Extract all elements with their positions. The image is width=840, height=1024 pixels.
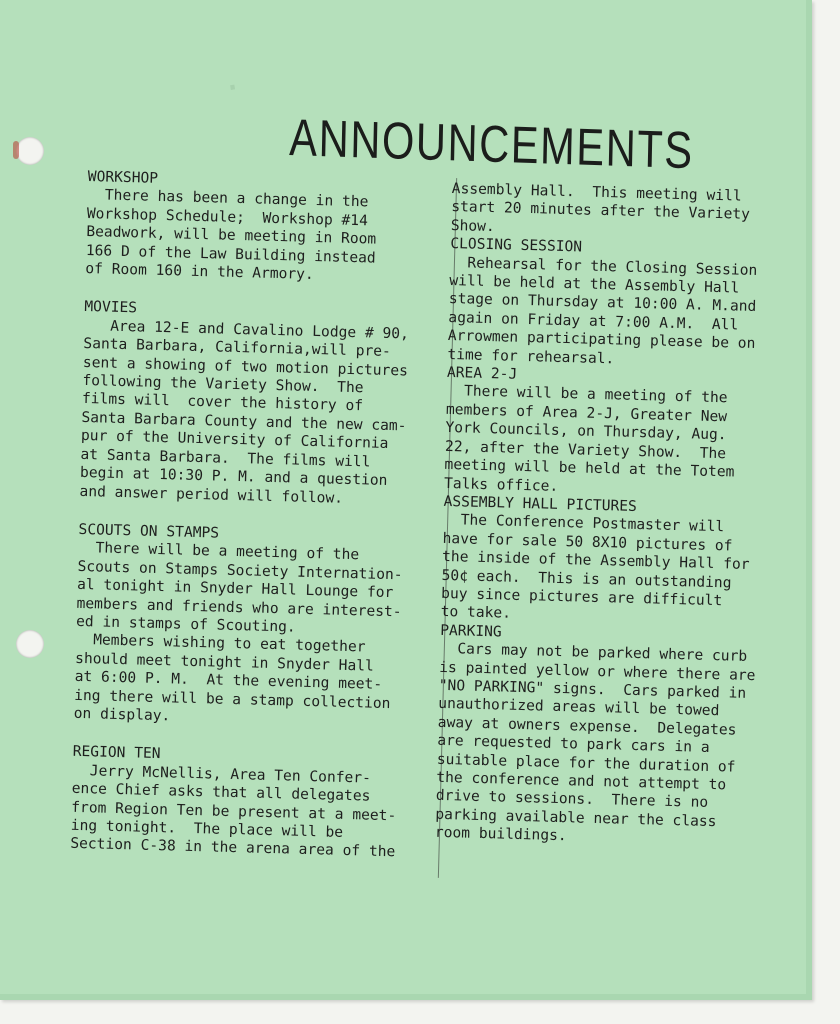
section-heading: PARKING [439, 621, 502, 641]
section-heading: WORKSHOP [87, 168, 159, 187]
right-column [435, 180, 798, 851]
left-column [70, 168, 444, 863]
section-paragraph: There has been a change in the Workshop Schedule; Workshop #14 Beadwork, will be meeting in Room 166 D of the Law Building instead of Room 160 in the Armory. [85, 186, 377, 283]
section-paragraph: Cars may not be parked where curb is painted yellow or where there are "NO PARKING" signs. Cars parked in unauthorized areas will be towed away at owners expense. Delegates are requested to park cars in a suitable place for the duration of the conference and not attempt to drive to sessions. There is no parking available near the class room buildings. [434, 639, 756, 845]
section-paragraph: Members wishing to eat together should meet tonight in Snyder Hall at 6:00 P. M. At the evening meet- ing there will be a stamp collection on display. [73, 631, 391, 725]
section-workshop [85, 168, 444, 288]
section-paragraph: Assembly Hall. This meeting will start 20 minutes after the Variety Show. [450, 180, 751, 235]
section-paragraph: Area 12-E and Cavalino Lodge # 90, Santa Barbara, California,will pre- sent a showing of two motion pictures following the Variety Show. The films will cover the history of Santa Barbara County and the new cam- pur of the University of California at Santa Barbara. The films will begin at 10:30 P. M. and a question and answer period will follow. [79, 316, 410, 507]
section-paragraph: There will be a meeting of the members of Area 2-J, Greater New York Councils, on Thursday, Aug. 22, after the Variety Show. The meeting will be held at the Totem Talks office. [443, 382, 735, 495]
section-closing-session [447, 235, 796, 373]
section-area-2j [444, 364, 793, 502]
page-title: ANNOUNCEMENTS [288, 108, 695, 181]
section-heading: CLOSING SESSION [450, 235, 583, 256]
section-scouts-on-stamps [73, 521, 434, 733]
section-region-ten [70, 743, 429, 863]
section-heading: MOVIES [84, 298, 138, 317]
section-paragraph: The Conference Postmaster will have for sale 50 8X10 pictures of the inside of the Assembly Hall for 50¢ each. This is an outstanding buy since pictures are difficult to take. [440, 511, 750, 623]
show-through-text: · [221, 58, 248, 111]
section-heading: REGION TEN [72, 743, 161, 763]
punch-hole-bottom [16, 630, 44, 658]
section-paragraph: Rehearsal for the Closing Session will be held at the Assembly Hall stage on Thursday at 10:00 A. M.and again on Friday at 7:00 A.M. All Arrowmen participating please be on time for rehearsal. [447, 253, 758, 367]
section-continued [451, 180, 798, 244]
section-heading: SCOUTS ON STAMPS [78, 520, 220, 542]
section-assembly-hall-pictures [440, 493, 789, 631]
section-movies [79, 298, 440, 510]
section-parking [435, 622, 787, 852]
section-paragraph: Jerry McNellis, Area Ten Confer- ence Chief asks that all delegates from Region Ten be present at a meet- ing tonight. The place will be Section C-38 in the arena area of the [70, 761, 397, 861]
section-heading: ASSEMBLY HALL PICTURES [443, 492, 638, 515]
section-heading: AREA 2-J [446, 363, 518, 383]
section-paragraph: There will be a meeting of the Scouts on Stamps Society Internation- al tonight in Snyder Hall Lounge for members and friends who are interest- ed in stamps of Scouting. [75, 539, 403, 636]
punch-hole-top [16, 137, 44, 165]
